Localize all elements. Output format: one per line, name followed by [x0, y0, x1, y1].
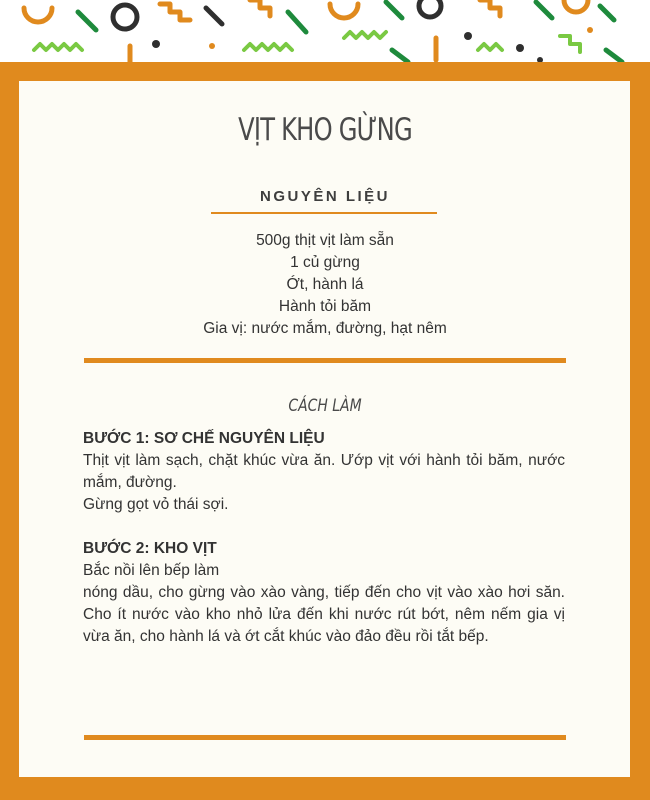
- confetti-zigzag-lime: [560, 36, 580, 52]
- confetti-dot-orange-2: [587, 27, 593, 33]
- confetti-zigzag-orange-3: [480, 0, 500, 16]
- confetti-dash-green-6: [392, 50, 408, 62]
- confetti-wave-lime-4: [478, 44, 502, 50]
- confetti-dot-orange: [209, 43, 215, 49]
- confetti-dot-dark: [152, 40, 160, 48]
- confetti-zigzag-orange-2: [250, 0, 270, 16]
- confetti-dash-dark: [206, 8, 222, 24]
- confetti-dash-green: [78, 12, 96, 30]
- confetti-dot-dark-3: [516, 44, 524, 52]
- confetti-wave-lime-3: [344, 32, 386, 38]
- confetti-dash-green-2: [288, 12, 306, 32]
- confetti-ring-orange: [24, 8, 52, 22]
- recipe-title: VỊT KHO GỪNG: [238, 112, 412, 148]
- confetti-zigzag-orange: [160, 4, 190, 20]
- step-title: BƯỚC 2: KHO VỊT: [83, 540, 217, 557]
- confetti-ring-orange-3: [564, 0, 588, 12]
- method-step-2: [83, 538, 565, 648]
- ingredients-heading: NGUYÊN LIỆU: [259, 188, 390, 205]
- confetti-ring-dark: [113, 5, 137, 29]
- confetti-ring-orange-2: [330, 4, 358, 18]
- section-divider-bottom: [84, 735, 566, 740]
- confetti-dot-dark-2: [464, 32, 472, 40]
- confetti-dash-green-4: [536, 2, 552, 18]
- method-heading: CÁCH LÀM: [288, 396, 362, 416]
- ingredient-item: 1 củ gừng: [290, 254, 360, 271]
- ingredients-underline: [211, 212, 437, 214]
- ingredient-item: Ớt, hành lá: [286, 276, 364, 293]
- confetti-ring-dark-2: [419, 0, 441, 17]
- confetti-dash-green-3: [386, 2, 402, 18]
- ingredient-item: Gia vị: nước mắm, đường, hạt nêm: [203, 320, 447, 337]
- confetti-dash-green-7: [606, 50, 622, 62]
- step-text: nóng dầu, cho gừng vào xào vàng, tiếp đến cho vịt vào xào hơi săn. Cho ít nước vào kho nhỏ lửa đến khi nước rút bớt, nêm nếm gia vị vừa ăn, cho hành lá và ớt cắt khúc vào đảo đều rồi tắt bếp.: [83, 584, 565, 645]
- step-text: Gừng gọt vỏ thái sợi.: [83, 496, 229, 513]
- section-divider-top: [84, 358, 566, 363]
- step-text: Bắc nồi lên bếp làm: [83, 562, 220, 579]
- method-step-1: [83, 428, 565, 516]
- ingredients-list: [0, 230, 650, 340]
- step-text: Thịt vịt làm sạch, chặt khúc vừa ăn. Ướp vịt với hành tỏi băm, nước mắm, đường.: [83, 452, 565, 491]
- step-title: BƯỚC 1: SƠ CHẾ NGUYÊN LIỆU: [83, 430, 325, 447]
- ingredient-item: Hành tỏi băm: [278, 298, 372, 315]
- confetti-wave-lime-2: [244, 44, 292, 50]
- confetti-wave-lime: [34, 44, 82, 50]
- confetti-dash-green-5: [600, 6, 614, 20]
- ingredient-item: 500g thịt vịt làm sẵn: [256, 232, 394, 249]
